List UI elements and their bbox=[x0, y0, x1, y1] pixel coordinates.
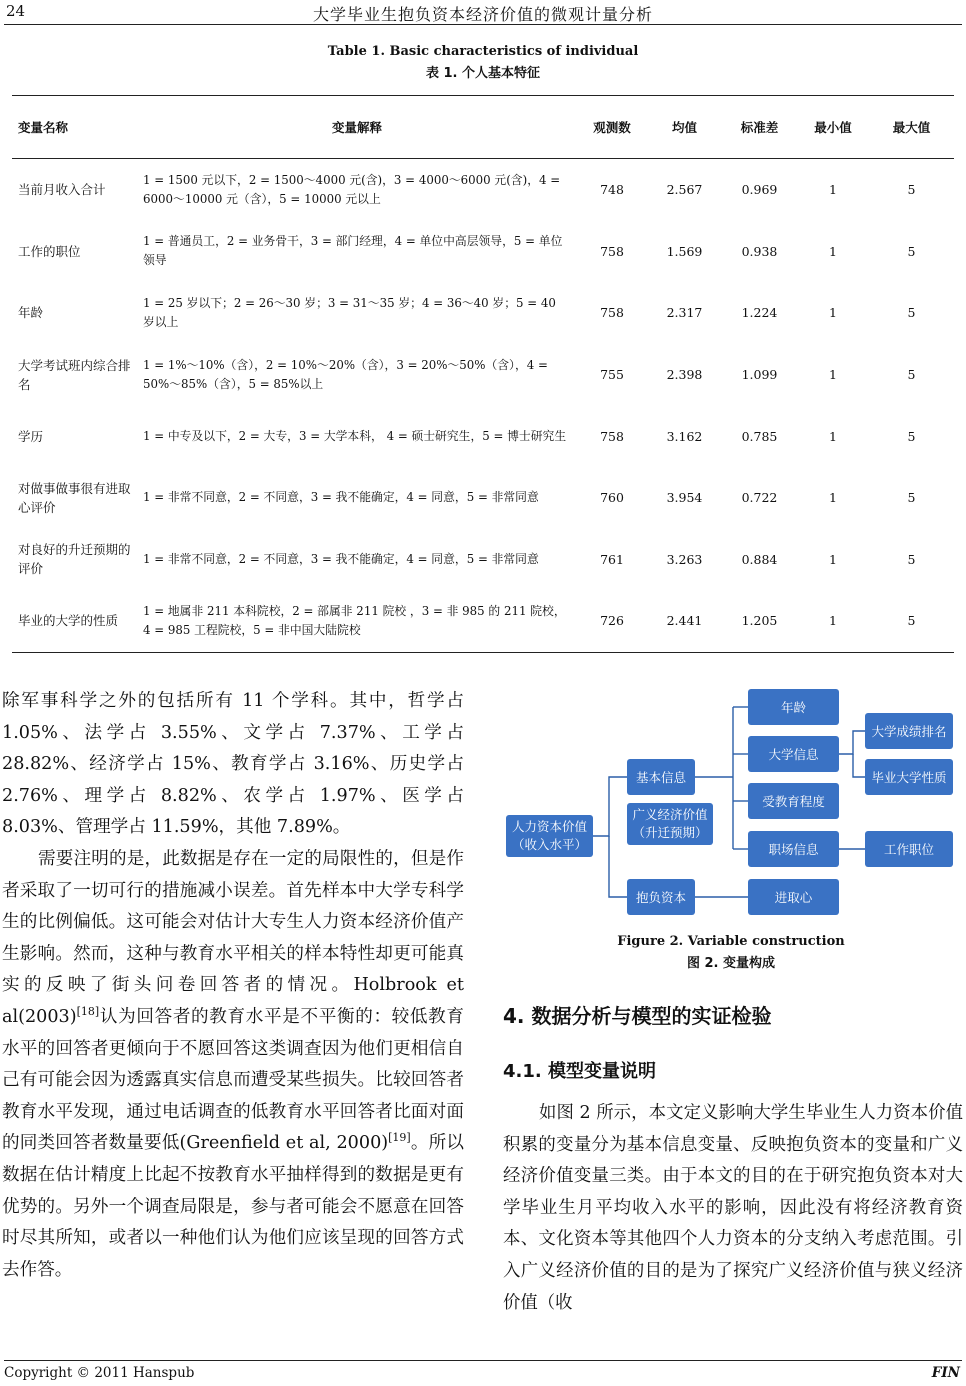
paragraph: 除军事科学之外的包括所有 11 个学科。其中，哲学占 1.05%、法学占 3.55%、文学占 7.37%、工学占 28.82%、经济学占 15%、教育学占 3.16%、历史学占 2.76%、理学占 8.82%、农学占 1.97%、医学占 8.03%、管理学占 11.59%，其他 7.89%。 bbox=[2, 691, 464, 838]
node-label: 受教育程度 bbox=[762, 794, 825, 809]
obs-cell: 758 bbox=[600, 428, 624, 444]
node-label: 大学成绩排名 bbox=[871, 724, 947, 739]
left-column-text bbox=[2, 686, 464, 1286]
edge bbox=[609, 836, 627, 897]
variable-name: 大学考试班内综合排名 bbox=[18, 357, 131, 392]
node-label: 人力资本价值 bbox=[511, 819, 588, 834]
min-cell: 1 bbox=[829, 367, 837, 383]
table-caption-zh: 表 1. 个人基本特征 bbox=[425, 66, 541, 81]
sd-cell: 0.722 bbox=[741, 490, 778, 506]
table-header-row bbox=[12, 96, 954, 159]
table-row bbox=[12, 282, 954, 344]
min-cell: 1 bbox=[797, 590, 869, 652]
max-cell: 5 bbox=[907, 182, 916, 198]
paragraph bbox=[2, 844, 464, 1286]
mean-cell: 3.954 bbox=[666, 490, 703, 506]
node-label: 基本信息 bbox=[635, 770, 687, 785]
node-label: 毕业大学性质 bbox=[871, 770, 947, 785]
right-column-text: 如图 2 所示，本文定义影响大学生毕业生人力资本价值积累的变量分为基本信息变量、反映抱负资本的变量和广义经济价值变量三类。由于本文的目的在于研究抱负资本对大学毕业生月平均收入水平的影响，因此没有将经济教育资本、文化资本等其他四个人力资本的分支纳入考虑范围。引入广义经济价值的目的是为了探究广义经济价值与狭义经济价值（收 bbox=[503, 1103, 963, 1313]
section-heading: 4. 数据分析与模型的实证检验 bbox=[503, 1004, 772, 1028]
sd-cell: 0.938 bbox=[741, 243, 778, 259]
node-label: 职场信息 bbox=[768, 842, 819, 857]
sd-cell: 1.099 bbox=[741, 367, 778, 383]
min-cell: 1 bbox=[829, 428, 837, 444]
table-row bbox=[12, 590, 954, 652]
obs-cell: 758 bbox=[600, 243, 624, 259]
table-row bbox=[12, 344, 954, 406]
variable-name: 学历 bbox=[18, 428, 44, 444]
subsection-heading: 4.1. 模型变量说明 bbox=[503, 1061, 656, 1082]
max-cell: 5 bbox=[907, 551, 916, 567]
paragraph-text: 。所以数据在估计精度上比起不按教育水平抽样得到的数据是更有优势的。另外一个调查局限是，参与者可能会不愿意在回答时尽其所知，或者以一种他们认为他们应该呈现的回答方式去作答。 bbox=[2, 1133, 464, 1280]
characteristics-table bbox=[12, 95, 954, 653]
min-cell: 1 bbox=[829, 490, 837, 506]
table-row bbox=[12, 467, 954, 529]
obs-cell: 761 bbox=[600, 551, 624, 567]
edge bbox=[593, 777, 627, 836]
sd-cell: 0.884 bbox=[741, 551, 778, 567]
variable-name: 工作的职位 bbox=[18, 243, 81, 259]
col-header: 观测数 bbox=[577, 96, 647, 159]
header-rule bbox=[4, 24, 962, 25]
mean-cell: 2.317 bbox=[666, 305, 703, 321]
paragraph-text: 需要注明的是，此数据是存在一定的局限性的，但是作者采取了一切可行的措施减小误差。首先样本中大学专科学生的比例偏低。这可能会对估计大专生人力资本经济价值产生影响。然而，这种与教育水平相关的样本特性却更可能真实的反映了街头问卷回答者的情况。Holbrook et al(2003) bbox=[2, 848, 464, 1027]
max-cell: 5 bbox=[907, 490, 916, 506]
max-cell: 5 bbox=[907, 428, 916, 444]
mean-cell: 2.567 bbox=[666, 182, 703, 198]
max-cell: 5 bbox=[869, 590, 954, 652]
figure-caption-en: Figure 2. Variable construction bbox=[617, 934, 845, 949]
obs-cell: 758 bbox=[600, 305, 624, 321]
running-title: 大学毕业生抱负资本经济价值的微观计量分析 bbox=[312, 5, 653, 24]
citation: [19] bbox=[388, 1131, 411, 1145]
mean-cell: 3.162 bbox=[666, 428, 703, 444]
min-cell: 1 bbox=[829, 182, 837, 198]
variable-description: 1 = 非常不同意，2 = 不同意，3 = 我不能确定，4 = 同意，5 = 非常同意 bbox=[143, 490, 539, 505]
col-header: 变量解释 bbox=[137, 96, 577, 159]
obs-cell: 755 bbox=[600, 367, 624, 383]
node-label: 大学信息 bbox=[768, 747, 819, 762]
sd-cell: 1.205 bbox=[722, 590, 797, 652]
node-label: 进取心 bbox=[774, 890, 813, 905]
mean-cell: 2.398 bbox=[666, 367, 703, 383]
variable-description: 1 = 中专及以下，2 = 大专，3 = 大学本科， 4 = 硕士研究生，5 = 博士研究生 bbox=[143, 428, 567, 443]
max-cell: 5 bbox=[907, 305, 916, 321]
col-header: 变量名称 bbox=[12, 96, 137, 159]
obs-cell: 760 bbox=[600, 490, 624, 506]
table-row bbox=[12, 221, 954, 283]
node-label: （收入水平） bbox=[511, 837, 588, 852]
obs-cell: 748 bbox=[600, 182, 624, 198]
variable-name: 毕业的大学的性质 bbox=[12, 590, 137, 652]
variable-name: 对良好的升迁预期的评价 bbox=[18, 542, 131, 577]
mean-cell: 3.263 bbox=[666, 551, 703, 567]
obs-cell: 726 bbox=[577, 590, 647, 652]
figure-caption-zh: 图 2. 变量构成 bbox=[686, 956, 776, 971]
node-label: 工作职位 bbox=[883, 842, 935, 857]
citation: [18] bbox=[76, 1005, 100, 1019]
node-label: 年龄 bbox=[780, 700, 807, 715]
page-number: 24 bbox=[6, 2, 26, 20]
min-cell: 1 bbox=[829, 243, 837, 259]
table-caption-en: Table 1. Basic characteristics of individual bbox=[327, 44, 639, 59]
node-label: （升迁预期） bbox=[632, 825, 708, 840]
paragraph-text: 认为回答者的教育水平是不平衡的：较低教育水平的回答者更倾向于不愿回答这类调查因为他们更相信自己有可能会因为透露真实信息而遭受某些损失。比较回答者教育水平发现，通过电话调查的低教育水平回答者比面对面的同类回答者数量要低(Greenfield et al, 2000) bbox=[2, 1006, 464, 1154]
mean-cell: 2.441 bbox=[647, 590, 722, 652]
max-cell: 5 bbox=[907, 367, 916, 383]
variable-name: 当前月收入合计 bbox=[18, 182, 106, 198]
variable-description: 1 = 普通员工，2 = 业务骨干，3 = 部门经理，4 = 单位中高层领导，5 = 单位领导 bbox=[143, 234, 563, 268]
variable-description: 1 = 地属非 211 本科院校，2 = 部属非 211 院校 ，3 = 非 985 的 211 院校，4 = 985 工程院校，5 = 非中国大陆院校 bbox=[137, 590, 577, 652]
col-header: 最大值 bbox=[869, 96, 954, 159]
table-row bbox=[12, 159, 954, 221]
sd-cell: 0.969 bbox=[741, 182, 778, 198]
min-cell: 1 bbox=[829, 551, 837, 567]
table-row bbox=[12, 529, 954, 591]
diagram-nodes bbox=[506, 689, 953, 915]
node-label: 抱负资本 bbox=[635, 890, 687, 905]
max-cell: 5 bbox=[907, 243, 916, 259]
table-row bbox=[12, 405, 954, 467]
edge bbox=[839, 731, 865, 754]
col-header: 最小值 bbox=[797, 96, 869, 159]
sd-cell: 1.224 bbox=[741, 305, 778, 321]
variable-description: 1 = 1500 元以下，2 = 1500～4000 元(含)，3 = 4000～6000 元(含)，4 = 6000～10000 元（含），5 = 10000 元以上 bbox=[143, 172, 561, 206]
footer-rule bbox=[4, 1360, 962, 1361]
variable-description: 1 = 25 岁以下；2 = 26～30 岁；3 = 31～35 岁；4 = 36～40 岁；5 = 40 岁以上 bbox=[143, 295, 556, 329]
variable-construction-diagram bbox=[505, 683, 957, 923]
variable-name: 对做事做事很有进取心评价 bbox=[18, 480, 131, 515]
copyright: Copyright © 2011 Hanspub bbox=[4, 1365, 195, 1381]
min-cell: 1 bbox=[829, 305, 837, 321]
node-label: 广义经济价值 bbox=[632, 807, 708, 822]
journal-name: FIN bbox=[931, 1365, 960, 1381]
sd-cell: 0.785 bbox=[741, 428, 778, 444]
mean-cell: 1.569 bbox=[666, 243, 703, 259]
variable-description: 1 = 1%～10%（含），2 = 10%～20%（含），3 = 20%～50%（含），4 = 50%～85%（含），5 = 85%以上 bbox=[143, 357, 548, 391]
col-header: 标准差 bbox=[722, 96, 797, 159]
variable-description: 1 = 非常不同意，2 = 不同意，3 = 我不能确定，4 = 同意，5 = 非常同意 bbox=[143, 551, 539, 566]
variable-name: 年龄 bbox=[18, 305, 44, 321]
edge bbox=[853, 754, 865, 777]
col-header: 均值 bbox=[647, 96, 722, 159]
